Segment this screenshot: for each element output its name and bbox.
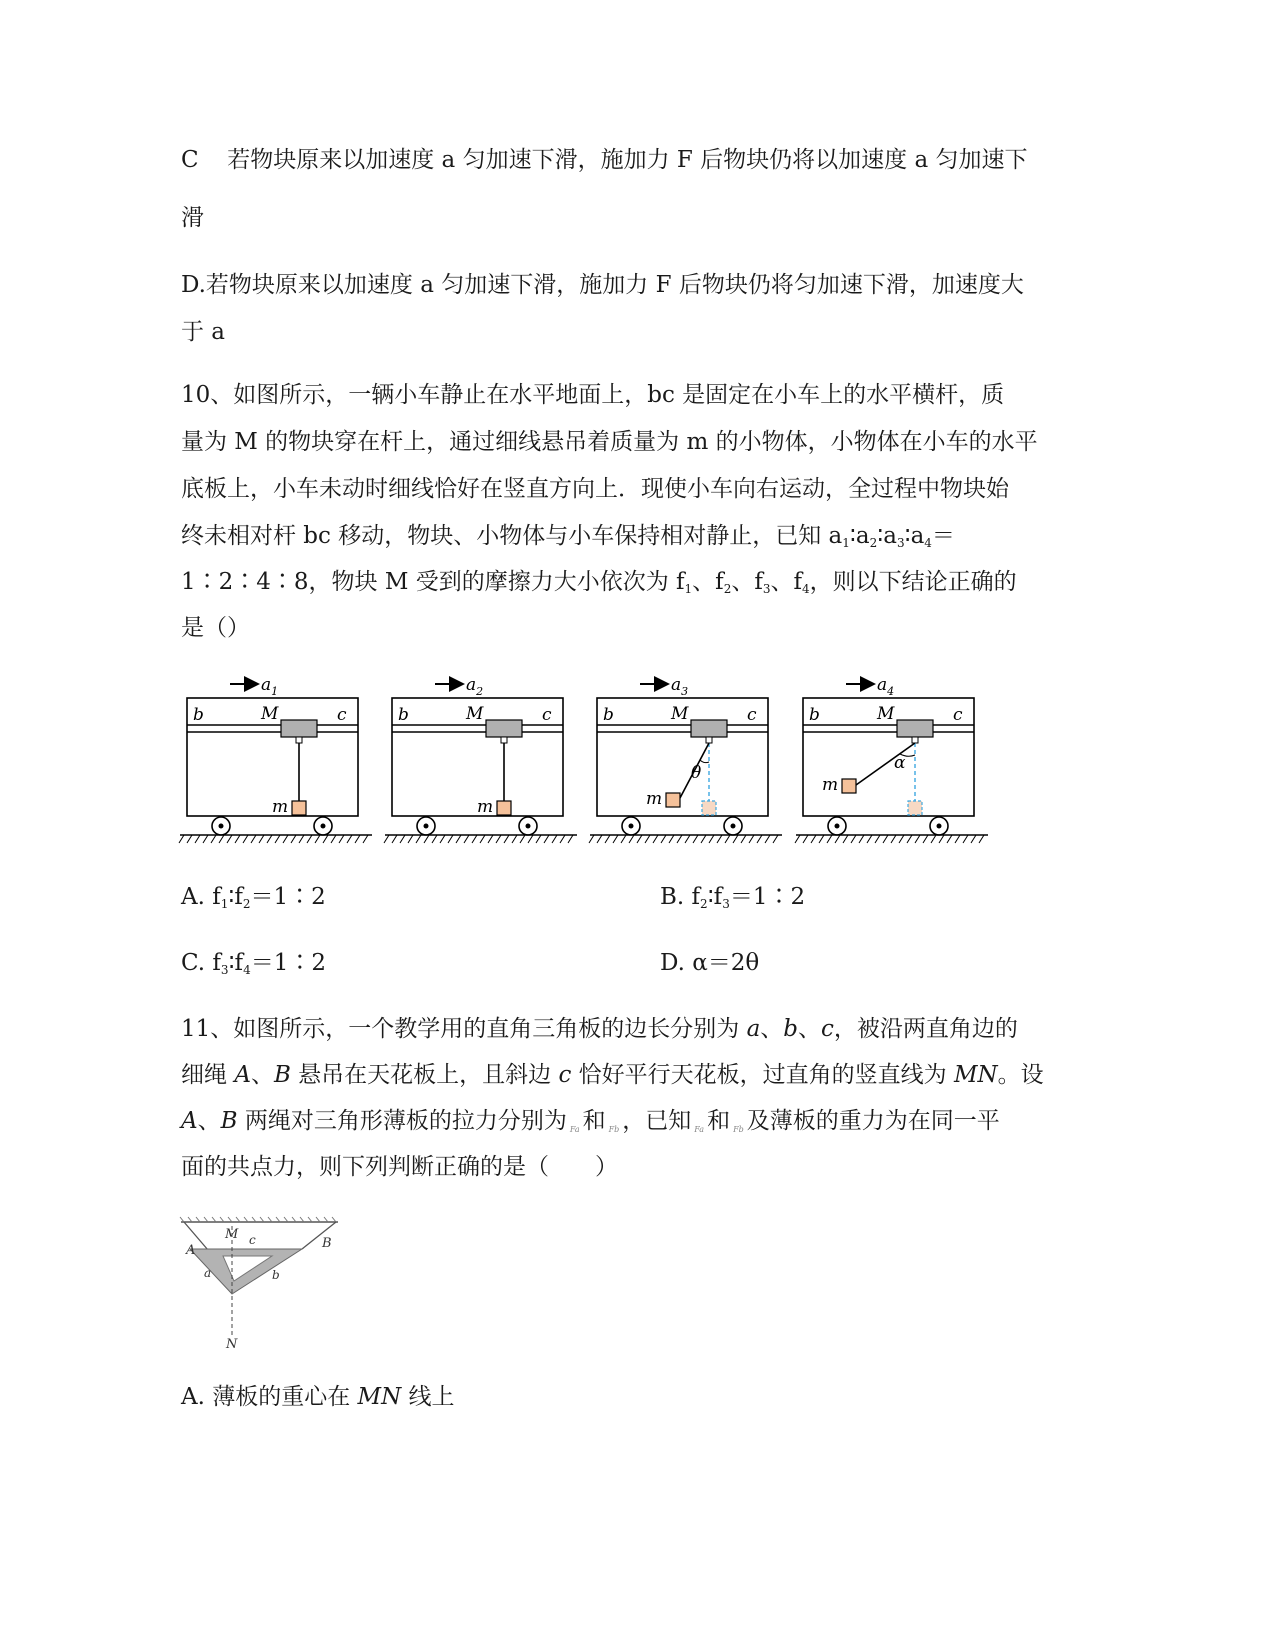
cart-4-c-label: c: [953, 705, 963, 725]
q10-stem-line-1: 10、如图所示，一辆小车静止在水平地面上，bc 是固定在小车上的水平横杆，质: [181, 382, 1005, 408]
q10-stem-line-2: 量为 M 的物块穿在杆上，通过细线悬吊着质量为 m 的小物体，小物体在小车的水平: [181, 429, 1038, 455]
q11-stem-line-2: 细绳 A、B 悬吊在天花板上，且斜边 c 恰好平行天花板，过直角的竖直线为 MN。设: [181, 1062, 1044, 1088]
cart-4-M-label: M: [877, 704, 895, 724]
fa-symbol: Fa: [569, 1125, 580, 1134]
cart-1-M-label: M: [261, 704, 279, 724]
cart-1-c-label: c: [337, 705, 347, 725]
q9-option-c-text: 若物块原来以加速度 a 匀加速下滑，施加力 F 后物块仍将以加速度 a 匀加速下: [227, 147, 1028, 173]
q10-option-a[interactable]: A. $f_1∶f_2=1∶2$: [181, 884, 326, 911]
q11-stem-line-3: A、B 两绳对三角形薄板的拉力分别为 Fa 和 Fb ，已知 Fa 和 Fb 及薄板的重力为在同一平: [181, 1108, 1000, 1134]
q10-stem-line-5: 1∶2∶4∶8，物块 M 受到的摩擦力大小依次为 $f_1$、$f_2$、$f_3$、$f_4$，则以下结论正确的: [181, 569, 1017, 596]
svg-text:a4: $a_4$: [877, 675, 895, 698]
cart-3-c-label: c: [747, 705, 757, 725]
cart-3-m-label: m: [646, 789, 663, 809]
label-c: c: [249, 1233, 256, 1247]
cart-1-b-label: b: [193, 705, 204, 725]
q11-option-a[interactable]: A. 薄板的重心在 MN 线上: [181, 1384, 455, 1410]
fb-symbol: Fb: [608, 1125, 620, 1134]
q10-stem-line-4: 终未相对杆 bc 移动，物块、小物体与小车保持相对静止，已知 $a_1∶a_2∶a_3∶a_4=$: [181, 523, 955, 550]
cart-3-M-label: M: [671, 704, 689, 724]
q10-option-c[interactable]: C. $f_3∶f_4=1∶2$: [181, 950, 326, 977]
cart-3-b-label: b: [603, 705, 614, 725]
cart-1-m-label: m: [272, 797, 289, 817]
alpha-label: α: [894, 753, 906, 773]
svg-text:a2: $a_2$: [466, 675, 484, 698]
cart-1: [179, 675, 372, 843]
q11-stem-line-4: 面的共点力，则下列判断正确的是（ ）: [181, 1154, 618, 1180]
q9-option-c-label: C: [181, 147, 199, 173]
q10-option-d[interactable]: D. α＝2θ: [660, 950, 760, 976]
label-a: a: [204, 1266, 212, 1280]
q10-cart-figure: [180, 675, 1000, 850]
cart-2-c-label: c: [542, 705, 552, 725]
cart-4-m-label: m: [822, 775, 839, 795]
svg-text:a1: $a_1$: [261, 675, 279, 698]
label-B: B: [322, 1236, 332, 1251]
q9-option-d-cont: 于 a: [181, 319, 226, 345]
q10-stem-line-3: 底板上，小车未动时细线恰好在竖直方向上．现使小车向右运动，全过程中物块始: [181, 476, 1009, 502]
cart-2-m-label: m: [477, 797, 494, 817]
label-N: N: [226, 1337, 238, 1352]
cart-2: [384, 675, 577, 843]
q10-option-b[interactable]: B. $f_2∶f_3=1∶2$: [660, 884, 806, 911]
q10-stem-line-6: 是（）: [181, 615, 250, 641]
cart-3: [589, 675, 782, 843]
label-M: M: [225, 1227, 239, 1242]
q9-option-d: D.若物块原来以加速度 a 匀加速下滑，施加力 F 后物块仍将匀加速下滑，加速度大: [181, 272, 1024, 298]
cart-4: [795, 675, 988, 843]
theta-label: θ: [691, 763, 702, 783]
q11-stem-line-1: 11、如图所示，一个教学用的直角三角板的边长分别为 a、b、c，被沿两直角边的: [181, 1016, 1018, 1042]
cart-2-M-label: M: [466, 704, 484, 724]
q11-triangle-figure: [178, 1216, 343, 1351]
cart-4-b-label: b: [809, 705, 820, 725]
cart-2-b-label: b: [398, 705, 409, 725]
label-A: A: [186, 1243, 196, 1258]
svg-text:a3: $a_3$: [671, 675, 689, 698]
q9-option-c-cont: 滑: [181, 205, 204, 231]
label-b: b: [272, 1268, 280, 1282]
q9-option-c: [181, 145, 1027, 175]
